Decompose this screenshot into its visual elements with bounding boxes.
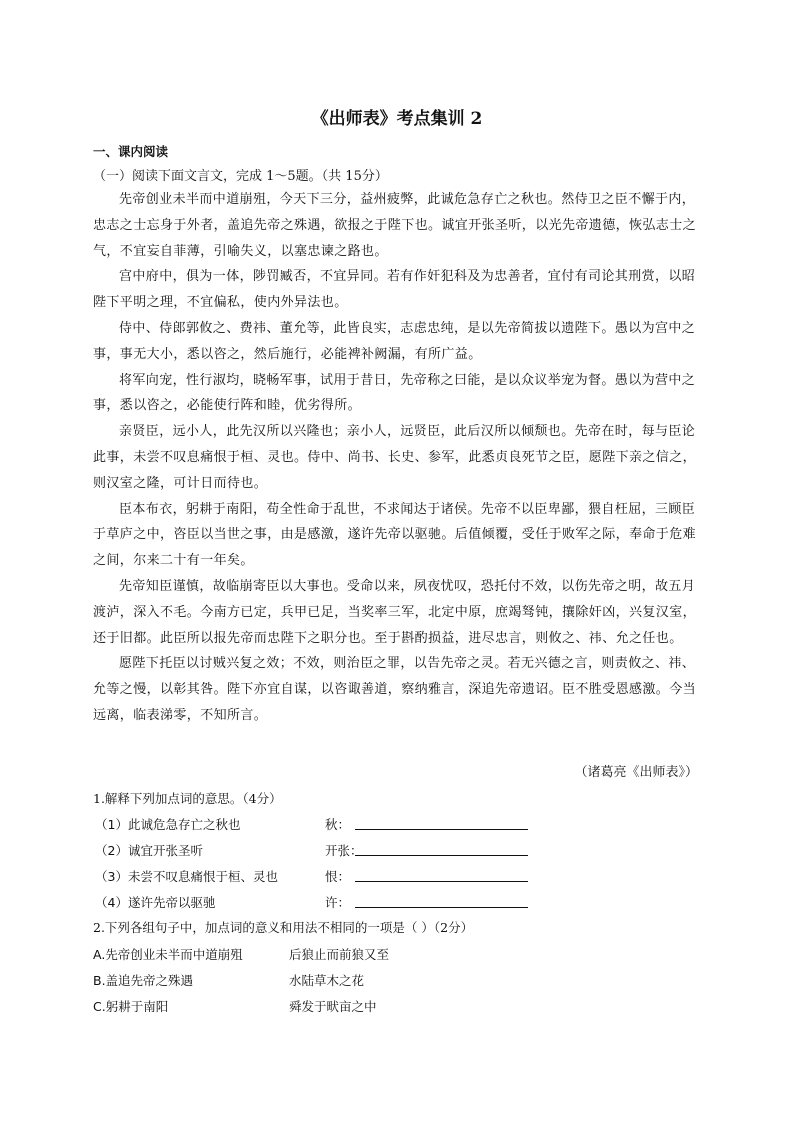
question-1-item bbox=[93, 839, 553, 865]
passage-paragraph: 愿陛下托臣以讨贼兴复之效；不效，则治臣之罪，以告先帝之灵。若无兴德之言，则责攸之、祎、允等之慢，以彰其咎。陛下亦宜自谋，以咨诹善道，察纳雅言，深追先帝遗诏。臣不胜受恩感激。今当远离，临表涕零，不知所言。 bbox=[93, 656, 697, 723]
passage-paragraph: 侍中、侍郎郭攸之、费祎、董允等，此皆良实，志虑忠纯，是以先帝简拔以遗陛下。愚以为宫中之事，事无大小，悉以咨之，然后施行，必能裨补阙漏，有所广益。 bbox=[93, 320, 696, 362]
page-title: 《出师表》考点集训 2 bbox=[311, 109, 483, 129]
item-text: （1）此诚危急存亡之秋也 bbox=[95, 817, 241, 832]
question-1-item bbox=[93, 891, 553, 917]
question-1-items bbox=[93, 813, 553, 917]
question-1-title: 1.解释下列加点词的意思。（4分） bbox=[93, 791, 282, 806]
passage-paragraph: 亲贤臣，远小人，此先汉所以兴隆也；亲小人，远贤臣，此后汉所以倾颓也。先帝在时，每与臣论此事，未尝不叹息痛恨于桓、灵也。侍中、尚书、长史、参军，此悉贞良死节之臣，愿陛下亲之信之，则汉室之隆，可计日而待也。 bbox=[93, 424, 697, 491]
answer-blank[interactable] bbox=[355, 907, 528, 908]
option-row bbox=[93, 969, 593, 995]
passage-paragraph: 先帝创业未半而中道崩殂，今天下三分，益州疲弊，此诚危急存亡之秋也。然侍卫之臣不懈于内，忠志之士忘身于外者，盖追先帝之殊遇，欲报之于陛下也。诚宜开张圣听，以光先帝遗德，恢弘志士之气，不宜妄自菲薄，引喻失义，以塞忠谏之路也。 bbox=[93, 192, 697, 259]
answer-label: 许： bbox=[325, 895, 351, 910]
reading-instructions: （一）阅读下面文言文，完成 1～5题。（共 15分） bbox=[93, 169, 388, 184]
answer-label: 恨： bbox=[325, 869, 351, 884]
answer-label: 开张： bbox=[325, 843, 363, 858]
section-heading: 一、课内阅读 bbox=[93, 144, 169, 159]
passage-paragraph: 先帝知臣谨慎，故临崩寄臣以大事也。受命以来，夙夜忧叹，恐托付不效，以伤先帝之明，故五月渡泸，深入不毛。今南方已定，兵甲已足，当奖率三军，北定中原，庶竭驽钝，攘除奸凶，兴复汉室，还于旧都。此臣所以报先帝而忠陛下之职分也。至于斟酌损益，进尽忠言，则攸之、祎、允之任也。 bbox=[93, 578, 697, 646]
option-row bbox=[93, 943, 593, 969]
answer-blank[interactable] bbox=[355, 881, 528, 882]
item-text: （2）诚宜开张圣听 bbox=[95, 843, 203, 858]
answer-blank[interactable] bbox=[355, 829, 528, 830]
answer-label: 秋： bbox=[325, 817, 351, 832]
option-sentence-b: 水陆草木之花 bbox=[289, 973, 365, 988]
question-1-item bbox=[93, 813, 553, 839]
option-row bbox=[93, 995, 593, 1021]
option-sentence-a: A.先帝创业未半而中道崩殂 bbox=[93, 947, 243, 962]
passage-paragraph: 臣本布衣，躬耕于南阳，苟全性命于乱世，不求闻达于诸侯。先帝不以臣卑鄙，猥自枉屈，三顾臣于草庐之中，咨臣以当世之事，由是感激，遂许先帝以驱驰。后值倾覆，受任于败军之际，奉命于危难之间，尔来二十有一年矣。 bbox=[93, 501, 697, 569]
option-sentence-a: B.盖追先帝之殊遇 bbox=[93, 973, 194, 988]
passage-paragraph: 宫中府中，俱为一体，陟罚臧否，不宜异同。若有作奸犯科及为忠善者，宜付有司论其刑赏，以昭陛下平明之理，不宜偏私，使内外异法也。 bbox=[93, 269, 696, 311]
question-1-item bbox=[93, 865, 553, 891]
option-sentence-b: 后狼止而前狼又至 bbox=[289, 947, 390, 962]
answer-blank[interactable] bbox=[355, 855, 528, 856]
item-text: （3）未尝不叹息痛恨于桓、灵也 bbox=[95, 869, 278, 884]
classical-passage bbox=[93, 187, 703, 729]
passage-paragraph: 将军向宠，性行淑均，晓畅军事，试用于昔日，先帝称之曰能，是以众议举宠为督。愚以为营中之事，悉以咨之，必能使行阵和睦，优劣得所。 bbox=[93, 372, 696, 414]
passage-source: （诸葛亮《出师表》） bbox=[574, 765, 698, 780]
item-text: （4）遂许先帝以驱驰 bbox=[95, 895, 216, 910]
question-2-title: 2.下列各组句子中，加点词的意义和用法不相同的一项是（ ）（2分） bbox=[93, 920, 474, 935]
option-sentence-b: 舜发于畎亩之中 bbox=[289, 999, 377, 1014]
option-sentence-a: C.躬耕于南阳 bbox=[93, 999, 169, 1014]
question-2-options bbox=[93, 943, 593, 1021]
